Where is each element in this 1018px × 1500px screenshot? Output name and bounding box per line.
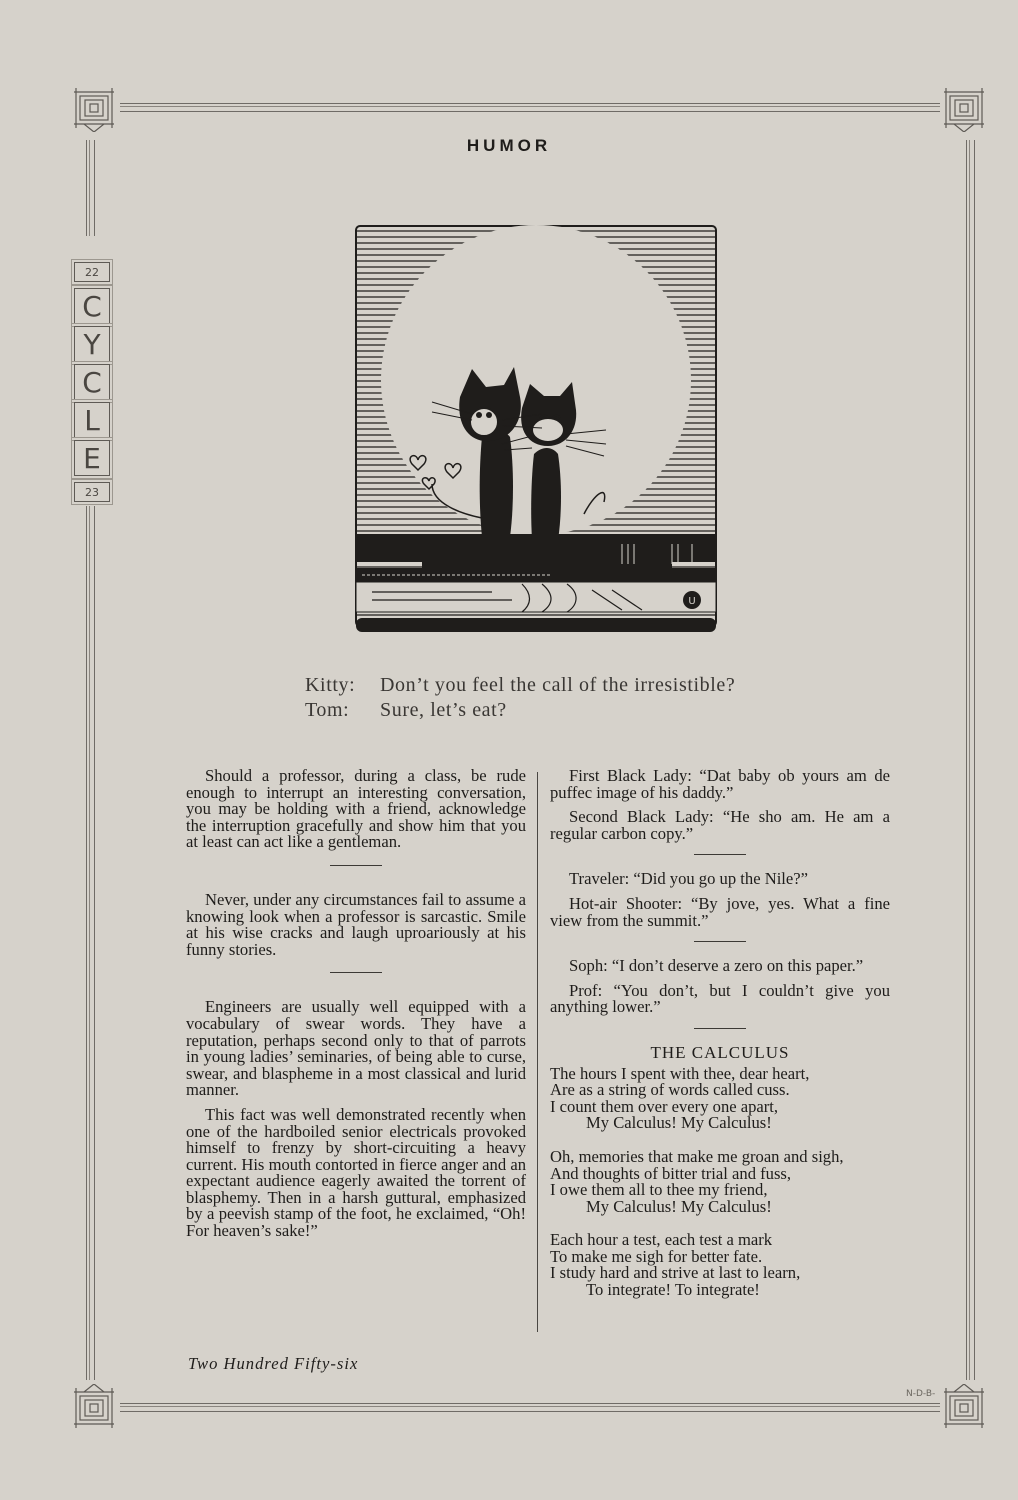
- emblem-year-bottom: 23: [74, 482, 110, 502]
- left-column: [186, 768, 526, 1248]
- poem-line: Are as a string of words called cuss.: [550, 1080, 790, 1100]
- cycle-emblem: [66, 236, 118, 506]
- emblem-letter-c2: C: [74, 364, 110, 400]
- column-separator: [537, 772, 538, 1332]
- poem-stanza: [550, 1063, 890, 1133]
- joke-hot-air-shooter: Hot-air Shooter: “By jove, yes. What a fine view from the summit.”: [550, 893, 890, 930]
- artist-monogram: N-D-B-: [906, 1389, 936, 1399]
- poem-refrain: To integrate! To integrate!: [586, 1280, 760, 1300]
- caption-line-tom: [305, 698, 735, 723]
- poem-refrain: My Calculus! My Calculus!: [586, 1113, 772, 1133]
- emblem-letter-c1: C: [74, 288, 110, 324]
- frame-top-rule: [120, 103, 940, 112]
- cartoon-caption: [305, 673, 735, 723]
- joke-first-lady: First Black Lady: “Dat baby ob yours am de puffec image of his daddy.”: [550, 766, 890, 802]
- artist-signature: U: [688, 596, 696, 607]
- frame-bottom-rule: [120, 1403, 940, 1412]
- emblem-letter-e: E: [74, 440, 110, 476]
- joke-professor-interruption: Should a professor, during a class, be rude enough to interrupt an interesting conversation, you may be holding with a friend, acknowledge the interruption gracefully and show him that you at least can act like a gentleman.: [186, 766, 526, 852]
- divider: [330, 972, 382, 973]
- joke-engineers-swear: Engineers are usually well equipped with a vocabulary of swear words. They have a reputation, perhaps second only to that of parrots in young ladies’ seminaries, of being able to curse, swear, and blaspheme in a most classical and lurid manner.: [186, 997, 526, 1100]
- divider: [694, 941, 746, 942]
- caption-text: Don’t you feel the call of the irresistible?: [380, 674, 736, 696]
- caption-speaker: Kitty:: [305, 674, 356, 696]
- emblem-letter-l: L: [74, 402, 110, 438]
- poem-refrain: My Calculus! My Calculus!: [586, 1196, 772, 1216]
- corner-ornament-bottom-left: [70, 1384, 118, 1432]
- divider: [694, 1028, 746, 1029]
- corner-ornament-top-right: [940, 84, 988, 132]
- poem-stanza: [550, 1232, 890, 1298]
- joke-prof: Prof: “You don’t, but I couldn’t give you anything lower.”: [550, 980, 890, 1017]
- corner-ornament-bottom-right: [940, 1384, 988, 1432]
- joke-engineers-story: This fact was well demonstrated recently when one of the hardboiled senior electricals provoked himself to frenzy by short-circuiting a heavy current. His mouth contorted in fierce anger and an expectant audience eagerly awaited the torrent of blasphemy. Then in a harsh guttural, emphasized by a peevish stamp of the foot, he exclaimed, “Oh! For heaven’s sake!”: [186, 1104, 526, 1241]
- divider: [330, 865, 382, 866]
- corner-ornament-top-left: [70, 84, 118, 132]
- poem-line: Each hour a test, each test a mark: [550, 1230, 773, 1250]
- joke-second-lady: Second Black Lady: “He sho am. He am a regular carbon copy.”: [550, 807, 890, 843]
- emblem-letter-y: Y: [74, 326, 110, 362]
- poem-calculus: [550, 1063, 890, 1300]
- cats-on-fence-cartoon: [352, 222, 720, 638]
- poem-title: THE CALCULUS: [650, 1042, 790, 1062]
- joke-knowing-look: Never, under any circumstances fail to assume a knowing look when a professor is sarcastic. Smile at his wise cracks and laugh uproariously at his funny stories.: [186, 889, 526, 959]
- joke-traveler: Traveler: “Did you go up the Nile?”: [569, 869, 809, 889]
- frame-left-rule-lower: [86, 506, 95, 1380]
- poem-line: I owe them all to thee my friend,: [550, 1180, 768, 1200]
- joke-soph: Soph: “I don’t deserve a zero on this paper.”: [569, 956, 864, 976]
- poem-stanza: [550, 1146, 890, 1216]
- poem-line: To make me sigh for better fate.: [550, 1246, 763, 1266]
- caption-speaker: Tom:: [305, 699, 350, 721]
- page-number: Two Hundred Fifty-six: [188, 1354, 359, 1373]
- divider: [694, 854, 746, 855]
- caption-line-kitty: [305, 673, 735, 698]
- frame-right-rule: [966, 140, 975, 1380]
- caption-text: Sure, let’s eat?: [380, 699, 507, 721]
- poem-line: And thoughts of bitter trial and fuss,: [550, 1163, 792, 1183]
- emblem-year-top: 22: [74, 262, 110, 282]
- poem-line: I count them over every one apart,: [550, 1096, 779, 1116]
- poem-line: I study hard and strive at last to learn,: [550, 1263, 801, 1283]
- page-title: HUMOR: [466, 136, 552, 155]
- poem-line: The hours I spent with thee, dear heart,: [550, 1063, 810, 1083]
- right-column: [550, 768, 890, 1316]
- poem-line: Oh, memories that make me groan and sigh,: [550, 1146, 844, 1166]
